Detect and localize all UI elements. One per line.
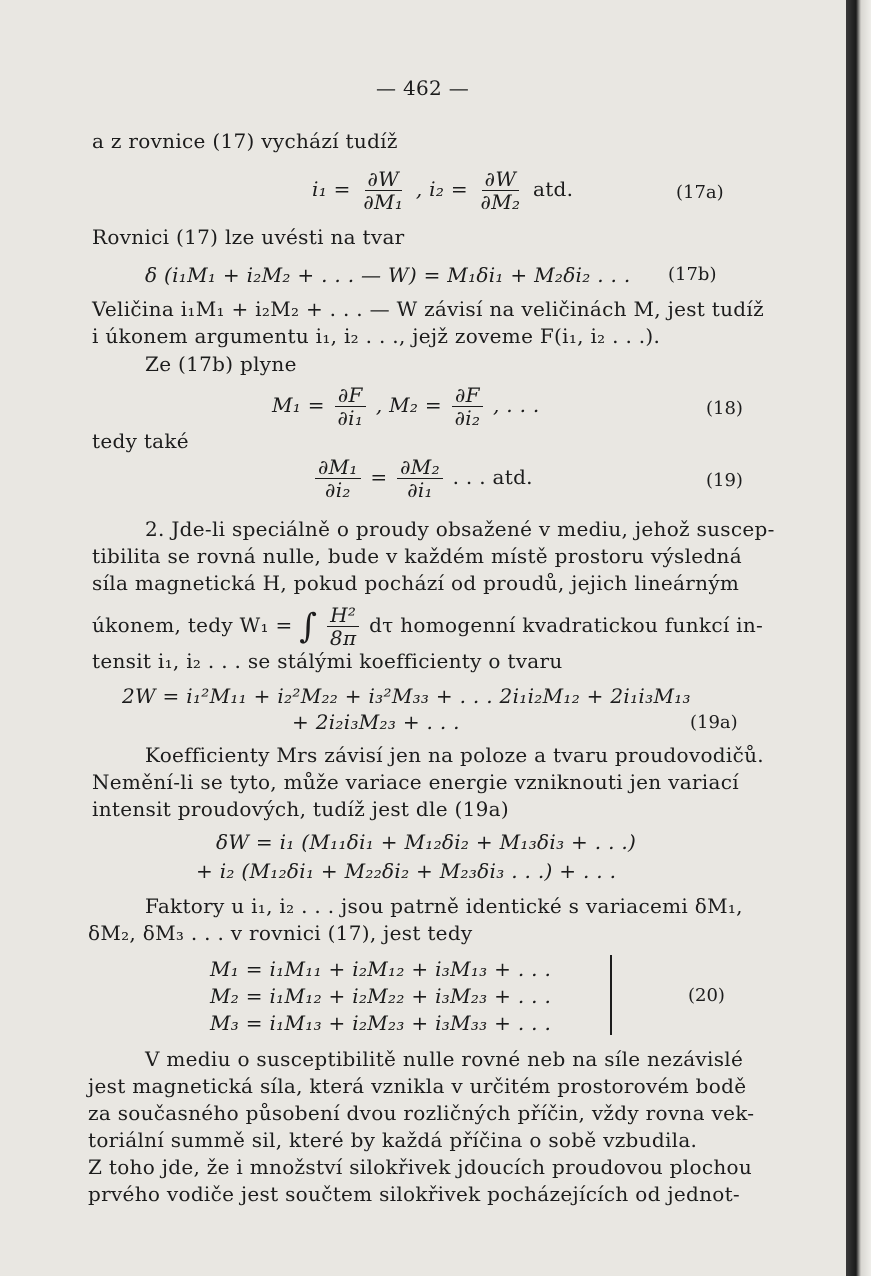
right-brace — [602, 955, 612, 1035]
equation-dw-line1: δW = i₁ (M₁₁δi₁ + M₁₂δi₂ + M₁₃δi₃ + . . .) — [216, 830, 637, 854]
text-line: Ze (17b) plyne — [145, 352, 297, 376]
fraction — [452, 384, 484, 429]
eq-sign: = — [370, 465, 388, 489]
fraction-numerator: ∂F — [335, 384, 366, 407]
equation-number: (18) — [706, 398, 743, 419]
eq-term: , i₂ = — [415, 177, 468, 201]
page-number: — 462 — — [376, 76, 469, 100]
text-line: 2. Jde-li speciálně o proudy obsažené v mediu, jehož suscep- — [145, 517, 775, 541]
eq-tail: , . . . — [492, 393, 540, 417]
text-line: síla magnetická H, pokud pochází od proudů, jejich lineárným — [92, 571, 740, 595]
text-line: za současného působení dvou rozličných příčin, vždy rovna vek- — [88, 1101, 755, 1125]
fraction — [397, 456, 443, 501]
fraction-denominator: ∂i₁ — [337, 406, 364, 430]
fraction — [334, 384, 366, 429]
fraction-denominator: ∂i₂ — [454, 406, 481, 430]
text-line: δM₂, δM₃ . . . v rovnici (17), jest tedy — [88, 921, 473, 945]
fraction-denominator: ∂i₂ — [325, 478, 351, 502]
fraction — [360, 168, 406, 213]
text-line: jest magnetická síla, která vznikla v určitém prostorovém bodě — [88, 1074, 747, 1098]
equation-19a-line2: + 2i₂i₃M₂₃ + . . . — [292, 710, 460, 734]
fraction — [478, 168, 524, 213]
eq-term: , M₂ = — [375, 393, 442, 417]
equation-number: (17a) — [676, 182, 724, 203]
fraction-numerator: ∂W — [365, 168, 403, 191]
text-line-integral — [92, 604, 763, 649]
text-segment: úkonem, tedy W₁ = — [92, 613, 293, 637]
fraction-numerator: ∂M₂ — [397, 456, 443, 479]
text-line: tensit i₁, i₂ . . . se stálými koefficienty o tvaru — [92, 649, 563, 673]
text-line: i úkonem argumentu i₁, i₂ . . ., jejž zoveme F(i₁, i₂ . . .). — [92, 324, 661, 348]
eq-tail: . . . atd. — [452, 465, 533, 489]
equation-17b: δ (i₁M₁ + i₂M₂ + . . . — W) = M₁δi₁ + M₂δi₂ . . . — [145, 263, 631, 287]
text-line: toriální summě sil, které by každá příčina o sobě vzbudila. — [88, 1128, 698, 1152]
text-line: prvého vodiče jest součtem silokřivek pocházejících od jednot- — [88, 1182, 740, 1206]
text-line: Rovnici (17) lze uvésti na tvar — [92, 225, 405, 249]
fraction-denominator: ∂M₂ — [480, 190, 521, 214]
equation-number: (19) — [706, 470, 743, 491]
integral-sign: ∫ — [299, 606, 318, 647]
eq-tail: atd. — [532, 177, 574, 201]
fraction-denominator: 8π — [329, 626, 357, 650]
fraction-denominator: ∂M₁ — [363, 190, 404, 214]
equation-19 — [312, 456, 533, 501]
equation-20-line1: M₁ = i₁M₁₁ + i₂M₁₂ + i₃M₁₃ + . . . — [210, 957, 552, 981]
text-line: Z toho jde, že i množství silokřivek jdoucích proudovou plochou — [88, 1155, 753, 1179]
text-line: Veličina i₁M₁ + i₂M₂ + . . . — W závisí na veličinách M, jest tudíž — [92, 297, 764, 321]
text-line: V mediu o susceptibilitě nulle rovné neb na síle nezávislé — [145, 1047, 744, 1071]
equation-20-line3: M₃ = i₁M₁₃ + i₂M₂₃ + i₃M₃₃ + . . . — [210, 1011, 552, 1035]
book-spine-edge — [846, 0, 871, 1276]
equation-18 — [272, 384, 540, 429]
equation-number: (19a) — [690, 712, 738, 733]
equation-20-line2: M₂ = i₁M₁₂ + i₂M₂₂ + i₃M₂₃ + . . . — [210, 984, 552, 1008]
text-segment: dτ homogenní kvadratickou funkcí in- — [369, 613, 764, 637]
fraction — [315, 456, 361, 501]
equation-number: (20) — [688, 985, 725, 1006]
equation-19a-line1: 2W = i₁²M₁₁ + i₂²M₂₂ + i₃²M₃₃ + . . . 2i₁i₂M₁₂ + 2i₁i₃M₁₃ — [122, 684, 691, 708]
equation-number: (17b) — [668, 264, 717, 285]
text-line: a z rovnice (17) vychází tudíž — [92, 129, 398, 153]
fraction — [327, 604, 359, 649]
fraction-numerator: H² — [327, 604, 359, 627]
text-line: tedy také — [92, 429, 189, 453]
equation-dw-line2: + i₂ (M₁₂δi₁ + M₂₂δi₂ + M₂₃δi₃ . . .) + . . . — [196, 859, 617, 883]
fraction-numerator: ∂W — [482, 168, 520, 191]
eq-term: M₁ = — [272, 393, 325, 417]
fraction-numerator: ∂F — [452, 384, 483, 407]
equation-17a — [312, 168, 573, 213]
text-line: intensit proudových, tudíž jest dle (19a) — [92, 797, 509, 821]
text-line: Faktory u i₁, i₂ . . . jsou patrně identické s variacemi δM₁, — [145, 894, 743, 918]
text-line: Nemění-li se tyto, může variace energie vzniknouti jen variací — [92, 770, 739, 794]
text-line: Koefficienty Mrs závisí jen na poloze a tvaru proudovodičů. — [145, 743, 764, 767]
eq-term: i₁ = — [312, 177, 351, 201]
fraction-numerator: ∂M₁ — [315, 456, 361, 479]
fraction-denominator: ∂i₁ — [407, 478, 433, 502]
text-line: tibilita se rovná nulle, bude v každém místě prostoru výsledná — [92, 544, 742, 568]
